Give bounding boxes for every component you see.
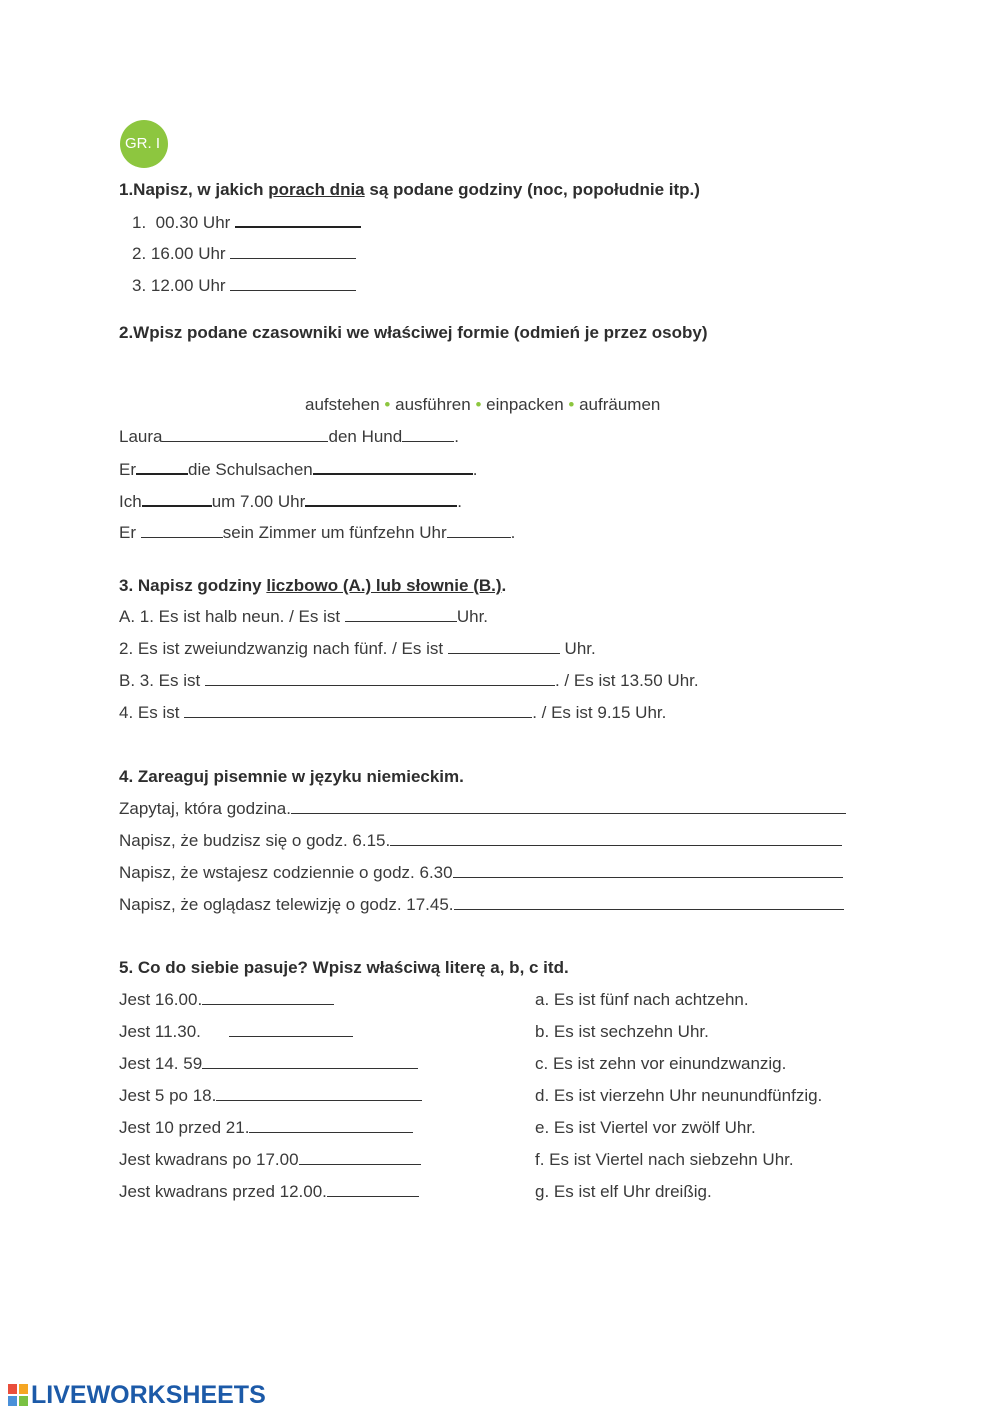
answer-blank[interactable] [453,863,843,878]
match-text: Jest kwadrans po 17.00 [119,1150,299,1169]
answer-blank[interactable] [305,491,457,507]
match-left-6 [119,1150,421,1170]
bullet-icon: • [384,395,391,414]
word-bank-item: einpacken [486,395,564,414]
match-right-g: g. Es ist elf Uhr dreißig. [535,1182,712,1201]
match-text: Jest 16.00. [119,990,203,1009]
task4-line-1 [119,799,846,819]
answer-blank[interactable] [299,1150,421,1165]
match-left-1 [119,990,334,1010]
line-text: . [472,460,478,479]
match-left-7 [119,1182,419,1202]
answer-blank[interactable] [230,244,356,259]
task1-item-3 [132,276,356,296]
answer-blank[interactable] [205,671,555,686]
answer-blank[interactable] [141,523,223,538]
item-number: 2. [132,244,147,263]
answer-blank[interactable] [454,895,844,910]
group-badge: GR. I [120,120,168,168]
line-text: Ich [119,492,142,511]
line-text: sein Zimmer um fünfzehn Uhr [222,523,447,542]
answer-blank[interactable] [202,1054,418,1069]
line-text: . / Es ist 9.15 Uhr. [532,703,667,722]
task1-heading-underlined: porach dnia [268,180,365,199]
word-bank-item: ausführen [395,395,471,414]
bullet-icon: • [475,395,482,414]
task3-heading-underlined: liczbowo (A.) lub słownie (B.) [266,576,502,595]
answer-blank[interactable] [448,639,560,654]
task4-line-3 [119,863,843,883]
match-left-5 [119,1118,413,1138]
task3-heading-pre: 3. Napisz godziny [119,576,267,595]
prompt-text: Zapytaj, która godzina. [119,799,291,818]
item-uhr: Uhr [198,276,226,295]
answer-blank[interactable] [184,703,532,718]
answer-blank[interactable] [327,1182,419,1197]
line-text: . [457,492,462,511]
task3-heading-post: . [501,576,507,595]
match-left-2 [119,1022,353,1042]
bullet-icon: • [568,395,575,414]
answer-blank[interactable] [249,1118,413,1133]
answer-blank[interactable] [313,459,473,475]
answer-blank[interactable] [216,1086,422,1101]
answer-blank[interactable] [202,990,334,1005]
match-right-a: a. Es ist fünf nach achtzehn. [535,990,749,1009]
task3-line-4 [119,703,666,723]
item-uhr: Uhr [198,244,226,263]
match-text: Jest kwadrans przed 12.00. [119,1182,327,1201]
word-bank [305,395,660,415]
match-text: Jest 5 po 18. [119,1086,217,1105]
line-text: 2. Es ist zweiundzwanzig nach fünf. / Es ist [119,639,448,658]
line-text: 4. Es ist [119,703,185,722]
item-time: 12.00 [150,276,194,295]
match-text: Jest 10 przed 21. [119,1118,250,1137]
match-text: Jest 11.30. [119,1022,201,1041]
answer-blank[interactable] [230,276,356,291]
task5-heading: 5. Co do siebie pasuje? Wpisz właściwą literę a, b, c itd. [119,958,569,977]
task2-line-1 [119,427,459,447]
task3-heading [119,576,506,596]
task1-heading [119,180,700,200]
word-bank-item: aufstehen [305,395,380,414]
line-text: . [510,523,516,542]
prompt-text: Napisz, że oglądasz telewizję o godz. 17.45. [119,895,454,914]
match-left-4 [119,1086,422,1106]
prompt-text: Napisz, że budzisz się o godz. 6.15. [119,831,391,850]
item-uhr: Uhr [202,213,231,232]
line-text: A. 1. Es ist halb neun. / Es ist [119,607,345,626]
match-right-c: c. Es ist zehn vor einundzwanzig. [535,1054,787,1073]
task3-line-1 [119,607,488,627]
answer-blank[interactable] [162,427,328,442]
match-left-3 [119,1054,418,1074]
answer-blank[interactable] [229,1022,353,1037]
task1-heading-pre: 1.Napisz, w jakich [119,180,269,199]
match-text: Jest 14. 59 [119,1054,203,1073]
task1-item-2 [132,244,356,264]
task4-heading: 4. Zareaguj pisemnie w języku niemieckim. [119,767,464,786]
line-text: Laura [119,427,163,446]
match-right-d: d. Es ist vierzehn Uhr neunundfünfzig. [535,1086,823,1105]
logo-text: LIVEWORKSHEETS [31,1381,266,1409]
line-text: um 7.00 Uhr [211,492,306,511]
task1-heading-post: są podane godziny (noc, popołudnie itp.) [364,180,700,199]
task3-line-2 [119,639,596,659]
line-text: Uhr. [456,607,489,626]
task1-item-1 [132,212,361,233]
item-time: 00.30 [155,213,199,232]
task3-line-3 [119,671,699,691]
word-bank-item: aufräumen [579,395,661,414]
answer-blank[interactable] [136,459,188,475]
line-text: Er [119,460,136,479]
item-time: 16.00 [150,244,194,263]
answer-blank[interactable] [291,799,846,814]
task2-line-2 [119,459,478,480]
answer-blank[interactable] [402,427,454,442]
task4-line-4 [119,895,844,915]
prompt-text: Napisz, że wstajesz codziennie o godz. 6.30 [119,863,453,882]
task2-heading: 2.Wpisz podane czasowniki we właściwej formie (odmień je przez osoby) [119,323,708,342]
line-text: Uhr. [559,639,596,658]
line-text: Er [119,523,141,542]
answer-blank[interactable] [235,212,361,228]
line-text: B. 3. Es ist [119,671,205,690]
answer-blank[interactable] [142,491,212,507]
task2-line-3 [119,491,462,512]
liveworksheets-logo-icon [8,1384,28,1406]
match-right-e: e. Es ist Viertel vor zwölf Uhr. [535,1118,756,1137]
line-text: . / Es ist 13.50 Uhr. [554,671,699,690]
answer-blank[interactable] [390,831,842,846]
line-text: den Hund [328,427,403,446]
match-right-b: b. Es ist sechzehn Uhr. [535,1022,709,1041]
task2-line-4 [119,523,515,543]
match-right-f: f. Es ist Viertel nach siebzehn Uhr. [535,1150,794,1169]
liveworksheets-logo[interactable] [8,1381,266,1410]
item-number: 1. [132,213,147,232]
answer-blank[interactable] [345,607,457,622]
item-number: 3. [132,276,147,295]
task4-line-2 [119,831,842,851]
answer-blank[interactable] [447,523,511,538]
line-text: die Schulsachen [188,460,313,479]
line-text: . [454,427,459,446]
